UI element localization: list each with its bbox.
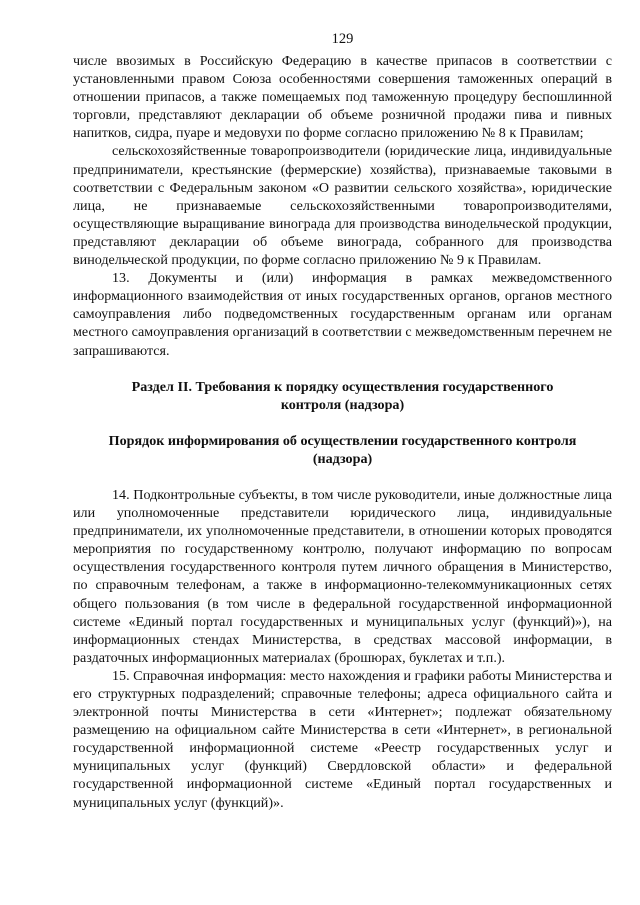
paragraph-item-14: 14. Подконтрольные субъекты, в том числе руководители, иные должностные лица или уполномоченные представители юридического лица, индивидуальные предприниматели, их уполномоченные представители, в отношении которых проводятся мероприятия по государственному контролю, получают информацию по вопросам осуществления государственного контроля путем личного обращения в Министерство, по справочным телефонам, а также в информационно-телекоммуникационных сетях общего пользования (в том числе в федеральной государственной информационной системе «Единый портал государственных и муниципальных услуг (функций)»), на информационных стендах Министерства, в средствах массовой информации, в раздаточных информационных материалах (брошюрах, буклетах и т.п.). bbox=[73, 486, 612, 666]
section-heading: Раздел II. Требования к порядку осуществления государственного контроля (надзора) bbox=[131, 378, 554, 413]
paragraph-imports-continuation: числе ввозимых в Российскую Федерацию в качестве припасов в соответствии с установленными правом Союза особенностями совершения таможенных операций в отношении припасов, а также помещаемых под таможенную процедуру беспошлинной торговли, представляют декларации об объеме розничной продажи пива и пивных напитков, сидра, пуаре и медовухи по форме согласно приложению № 8 к Правилам; bbox=[73, 53, 612, 142]
paragraph-agricultural-producers: сельскохозяйственные товаропроизводители (юридические лица, индивидуальные предприниматели, крестьянские (фермерские) хозяйства), признаваемые таковыми в соответствии с Федеральным законом «О развитии сельского хозяйства», юридические лица, не признаваемые сельскохозяйственными товаропроизводителями, осуществляющие выращивание винограда для производства винодельческой продукции, представляют декларации об объеме винограда, собранного для производства винодельческой продукции, по форме согласно приложению № 9 к Правилам. bbox=[73, 143, 612, 269]
paragraph-item-13: 13. Документы и (или) информация в рамках межведомственного информационного взаимодействия от иных государственных органов, органов местного самоуправления либо подведомственных государственным органам или органам местного самоуправления организаций в соответствии с межведомственным перечнем не запрашиваются. bbox=[73, 270, 612, 359]
document-page bbox=[73, 30, 612, 812]
paragraph-item-15: 15. Справочная информация: место нахождения и графики работы Министерства и его структурных подразделений; справочные телефоны; адреса официального сайта и электронной почты Министерства в сети «Интернет»; подлежат обязательному размещению на официальном сайте Министерства в сети «Интернет», в региональной государственной информационной системе «Реестр государственных услуг и муниципальных услуг (функций) Свердловской области» и федеральной государственной информационной системе «Единый портал государственных и муниципальных услуг (функций)». bbox=[73, 667, 612, 811]
page-number: 129 bbox=[331, 31, 354, 47]
subsection-heading: Порядок информирования об осуществлении государственного контроля (надзора) bbox=[108, 432, 577, 467]
